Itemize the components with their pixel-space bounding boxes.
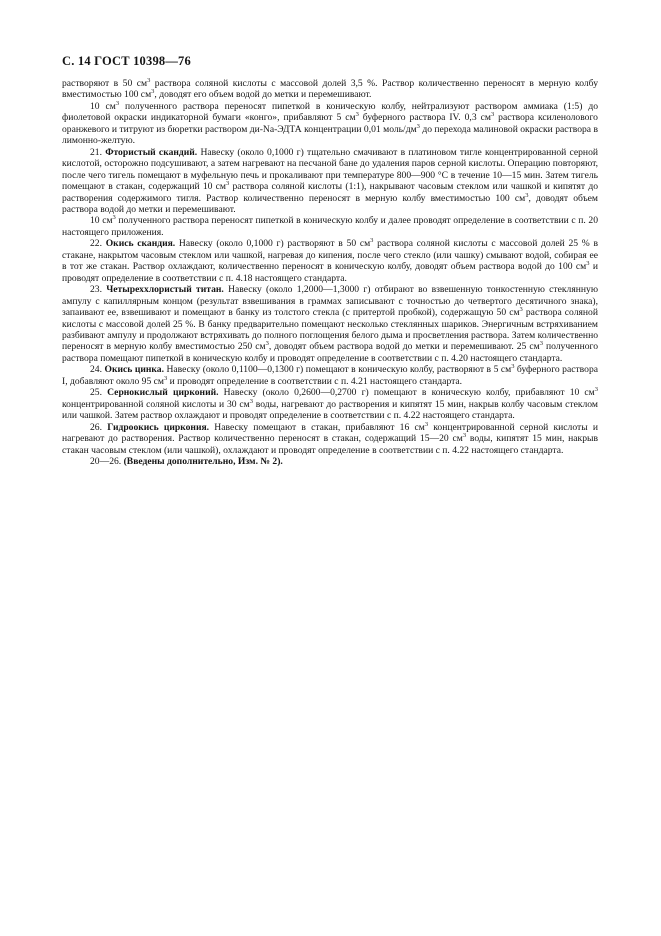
paragraph-titration (62, 101, 598, 147)
superscript-three: 3 (525, 191, 529, 199)
paragraph-number: 25. (90, 387, 102, 399)
paragraph-23 (62, 284, 598, 364)
paragraph-number: 26. (90, 421, 102, 433)
page-header: С. 14 ГОСТ 10398—76 (62, 54, 191, 68)
superscript-three: 3 (519, 306, 523, 314)
paragraph-title: (Введены дополнительно, Изм. № 2). (123, 455, 283, 467)
superscript-three: 3 (355, 111, 359, 119)
paragraph-25 (62, 387, 598, 421)
paragraph-text: 10 $см^3$ полученного раствора переносят пипеткой в коническую колбу и далее проводят определение в соответствии с п. 20 настоящего приложения. (62, 214, 598, 238)
superscript-three: 3 (594, 386, 599, 394)
paragraph-text: Навеску (около 0,1000 г) растворяют в 50 $см^3$ раствора соляной кислоты с массовой долей 25 % в стакане, накрытом часовым стеклом или чашкой, нагревая до кипения, после чего стекло (или чашку) смывают водой, собирая ее в тот же стакан. Раствор охлаждают, количественно переносят в коническую колбу, доводят объем раствора водой до 100 $см^3$ и проводят определение в соответствии с п. 4.18 настоящего стандарта. (62, 237, 598, 284)
paragraph-title: Окись скандия. (105, 238, 176, 250)
paragraph-title: Окись цинка. (104, 364, 164, 376)
paragraph-text: Навеску (около 0,2600—0,2700 г) помещают в коническую колбу, прибавляют 10 $см^3$ концентрированной соляной кислоты и 30 $см^3$ воды, нагревают до растворения и кипятят 15 мин, накрыв колбу часовым стеклом или чашкой. Затем раствор охлаждают и проводят определение в соответствии с п. 4.22 настоящего стандарта. (62, 386, 599, 422)
superscript-three: 3 (462, 432, 467, 440)
document-body (62, 78, 598, 467)
superscript-three: 3 (370, 237, 374, 245)
paragraph-number: 23. (90, 284, 102, 296)
superscript-three: 3 (265, 340, 269, 348)
superscript-three: 3 (147, 77, 151, 84)
superscript-three: 3 (511, 363, 515, 371)
paragraph-24 (62, 364, 598, 387)
superscript-three: 3 (226, 180, 230, 188)
paragraph-text: Навеску (около 0,1000 г) тщательно смачивают в платиновом тигле концентрированной серной кислотой, осторожно подсушивают, а затем нагревают на песчаной бане до удаления паров серной кислоты. Операцию повторяют, после чего тигель помещают в муфельную печь и прокаливают при температуре 800—900 °С в течение 10—15 мин. Затем тигель помещают в стакан, содержащий 10 $см^3$ раствора соляной кислоты (1:1), накрывают часовым стеклом или чашкой и кипятят до растворения содержимого тигля. Раствор количественно переносят в мерную колбу вместимостью 100 $см^3$, доводят объем раствора водой до метки и перемешивают. (62, 146, 599, 215)
paragraph-text: растворяют в 50 $см^3$ раствора соляной кислоты с массовой долей 3,5 %. Раствор количественно переносят в мерную колбу вместимостью 100 $см^3$, доводят его объем водой до метки и перемешивают. (62, 77, 598, 101)
paragraph-21-cont (62, 215, 598, 238)
paragraph-26 (62, 422, 598, 456)
superscript-three: 3 (115, 99, 120, 107)
superscript-three: 3 (151, 88, 155, 96)
paragraph-text: 10 $см^3$ полученного раствора переносят пипеткой в коническую колбу, нейтрализуют раствором аммиака (1:5) до фиолетовой окраски индикаторной бумаги «конго», прибавляют 5 $см^3$ буферного раствора IV. 0,3 $см^3$ раствора ксиленолового оранжевого и титруют из бюретки раствором ди-Na-ЭДТА концентрации 0,01 моль/$дм^3$ до перехода малиновой окраски раствора в лимонно-желтую. (62, 99, 598, 147)
paragraph-22 (62, 238, 598, 284)
paragraph-number: 22. (90, 238, 102, 250)
paragraph-continuation (62, 78, 598, 101)
superscript-three: 3 (112, 214, 116, 222)
paragraph-number: 24. (90, 364, 102, 376)
paragraph-text: Навеску (около 0,1100—0,1300 г) помещают в коническую колбу, растворяют в 5 $см^3$ буферного раствора I, добавляют около 95 $см^3$ и проводят определение в соответствии с п. 4.21 настоящего стандарта. (62, 363, 599, 387)
superscript-three: 3 (586, 260, 590, 268)
paragraph-number: 21. (90, 146, 102, 158)
paragraph-amendment-note (62, 456, 598, 467)
paragraph-text: Навеску (около 1,2000—1,3000 г) отбирают во взвешенную тонкостенную стеклянную ампулу с капиллярным концом (результат взвешивания в граммах записывают с точностью до четвертого десятичного знака), запаивают ее, взвешивают и помещают в банку из толстого стекла (с притертой пробкой), содержащую 50 $см^3$ раствора соляной кислоты с массовой долей 25 %. В банку предварительно помещают несколько стеклянных шариков. Энергичным встряхиванием разбивают ампулу и продолжают встряхивать до полного поглощения белого дыма и просветления раствора. Затем количественно переносят в мерную колбу вместимостью 250 $см^3$, доводят объем раствора водой до метки и перемешивают. 25 $см^3$ полученного раствора помещают пипеткой в коническую колбу и проводят определение в соответствии с п. 4.20 настоящего стандарта. (62, 284, 598, 364)
superscript-three: 3 (424, 420, 429, 428)
paragraph-title: Фтористый скандий. (105, 146, 198, 158)
paragraph-21 (62, 147, 598, 216)
superscript-three: 3 (164, 374, 168, 382)
paragraph-text: Навеску помещают в стакан, прибавляют 16 $см^3$ концентрированной серной кислоты и нагревают до растворения. Раствор количественно переносят в стакан, содержащий 15—20 $см^3$ воды, кипятят 15 мин, накрыв стакан часовым стеклом (или чашкой), охлаждают и проводят определение в соответствии с п. 4.22 настоящего стандарта. (62, 420, 598, 456)
superscript-three: 3 (249, 397, 253, 405)
paragraph-title: Четыреххлористый титан. (106, 284, 224, 296)
paragraph-title: Гидроокись циркония. (107, 421, 210, 433)
superscript-three: 3 (416, 122, 420, 130)
paragraph-number: 20—26. (90, 455, 122, 467)
superscript-three: 3 (490, 111, 495, 119)
paragraph-title: Сернокислый цирконий. (107, 387, 219, 399)
superscript-three: 3 (539, 340, 543, 348)
